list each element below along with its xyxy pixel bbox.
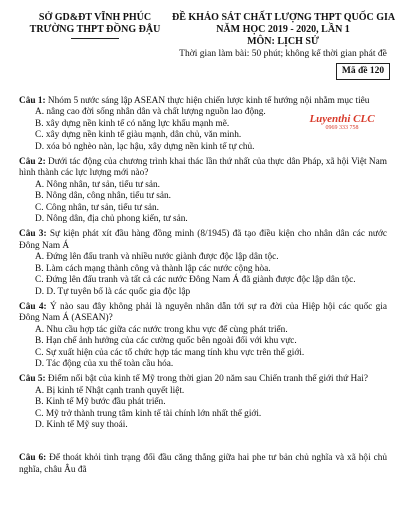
question-text: Nhóm 5 nước sáng lập ASEAN thực hiện chiến lược kinh tế hướng nội nhằm mục tiêu (45, 96, 370, 106)
answer-option: B. xây dựng nền kinh tế có năng lực khẩu mạnh mẽ. (35, 118, 230, 129)
answer-option: D. xóa bỏ nghèo nàn, lạc hậu, xây dựng nền kinh tế tự chủ. (35, 141, 255, 152)
answer-option: C. Đứng lên đấu tranh và tất cả các nước Đông Nam Á đã giành được độc lập dân tộc. (35, 275, 356, 286)
question-label: Câu 3: (19, 229, 47, 240)
question-label: Câu 6: (19, 453, 47, 464)
question-3 (19, 229, 387, 297)
answer-option: A. Nhu cầu hợp tác giữa các nước trong khu vực để cùng phát triển. (35, 324, 288, 335)
question-stem (19, 374, 387, 385)
header-underline (71, 38, 119, 39)
exam-header (172, 12, 394, 60)
school-header (20, 12, 170, 39)
exam-time: Thời gian làm bài: 50 phút; không kể thời gian phát đề (179, 49, 387, 59)
exam-code-box: Mã đề 120 (336, 63, 390, 80)
exam-year: NĂM HỌC 2019 - 2020, LẦN 1 (216, 24, 350, 35)
watermark-phone: 0969 333 758 (325, 125, 359, 131)
question-2 (19, 157, 387, 225)
question-text: Điểm nổi bật của kinh tế Mỹ trong thời gian 20 năm sau Chiến tranh thế giới thứ Hai? (45, 374, 368, 385)
answer-option: B. Kinh tế Mỹ bước đầu phát triển. (35, 397, 166, 408)
question-stem (19, 157, 387, 180)
answer-option: D. D. Tự tuyên bố là các quốc gia độc lập (35, 286, 191, 297)
question-text: Để thoát khỏi tình trạng đối đầu căng thẳng giữa hai phe tư bản chủ nghĩa và xã hội chủ nghĩa, châu Âu đã (19, 453, 388, 475)
answer-option: A. nâng cao đời sống nhân dân và chất lượng nguồn lao động. (35, 107, 266, 118)
question-4 (19, 302, 387, 370)
answer-option: C. Mỹ trở thành trung tâm kinh tế tài chính lớn nhất thế giới. (35, 408, 262, 419)
question-list (19, 96, 387, 480)
answer-option: C. Sự xuất hiện của các tổ chức hợp tác mang tính khu vực trên thế giới. (35, 347, 305, 358)
watermark-name: Luyenthi CLC (309, 113, 375, 125)
answer-option: C. xây dựng nền kinh tế giàu mạnh, dân chủ, văn minh. (35, 130, 242, 141)
school-name: TRƯỜNG THPT ĐỒNG ĐẬU (29, 24, 161, 35)
question-stem (19, 229, 387, 252)
question-6 (19, 453, 387, 476)
question-label: Câu 5: (19, 374, 46, 385)
question-label: Câu 4: (19, 301, 47, 312)
question-text: Sự kiện phát xít đầu hàng đồng minh (8/1945) đã tạo điều kiện cho nhân dân các nước Đông Nam Á (19, 229, 387, 251)
question-5 (19, 374, 387, 431)
answer-option: D. Kinh tế Mỹ suy thoái. (35, 419, 128, 430)
question-1 (19, 96, 387, 153)
question-label: Câu 2: (19, 157, 46, 168)
department-name: SỞ GD&ĐT VĨNH PHÚC (38, 12, 152, 23)
exam-subject: MÔN: LỊCH SỬ (247, 36, 319, 47)
answer-option: D. Tác động của xu thế toàn cầu hóa. (35, 358, 174, 369)
answer-option: B. Hạn chế ảnh hưởng của các cường quốc bên ngoài đối với khu vực. (35, 336, 297, 347)
question-stem (19, 453, 387, 476)
answer-option: B. Làm cách mạng thành công và thành lập các nước cộng hòa. (35, 263, 271, 274)
exam-title: ĐỀ KHẢO SÁT CHẤT LƯỢNG THPT QUỐC GIA (172, 12, 396, 23)
answer-option: C. Công nhân, tư sản, tiểu tư sản. (35, 202, 159, 213)
question-label: Câu 1: (19, 96, 46, 106)
answer-option: D. Nông dân, địa chủ phong kiến, tư sản. (35, 214, 188, 225)
spacer (19, 435, 387, 453)
question-text: Ý nào sau đây không phải là nguyên nhân dẫn tới sự ra đời của Hiệp hội các quốc gia Đông Nam Á (ASEAN)? (19, 301, 387, 324)
answer-option: B. Nông dân, công nhân, tiểu tư sản. (35, 191, 171, 202)
answer-option: A. Nông nhân, tư sản, tiểu tư sản. (35, 179, 160, 190)
answer-option: A. Bị kinh tế Nhật cạnh tranh quyết liệt. (35, 385, 185, 396)
answer-option: A. Đứng lên đấu tranh và nhiều nước giành được độc lập dân tộc. (35, 252, 279, 263)
question-text: Dưới tác động của chương trình khai thác lần thứ nhất của thực dân Pháp, xã hội Việt Nam hình thành các lực lượng mới nào? (19, 157, 387, 179)
question-stem (19, 96, 387, 107)
question-stem (19, 302, 387, 325)
